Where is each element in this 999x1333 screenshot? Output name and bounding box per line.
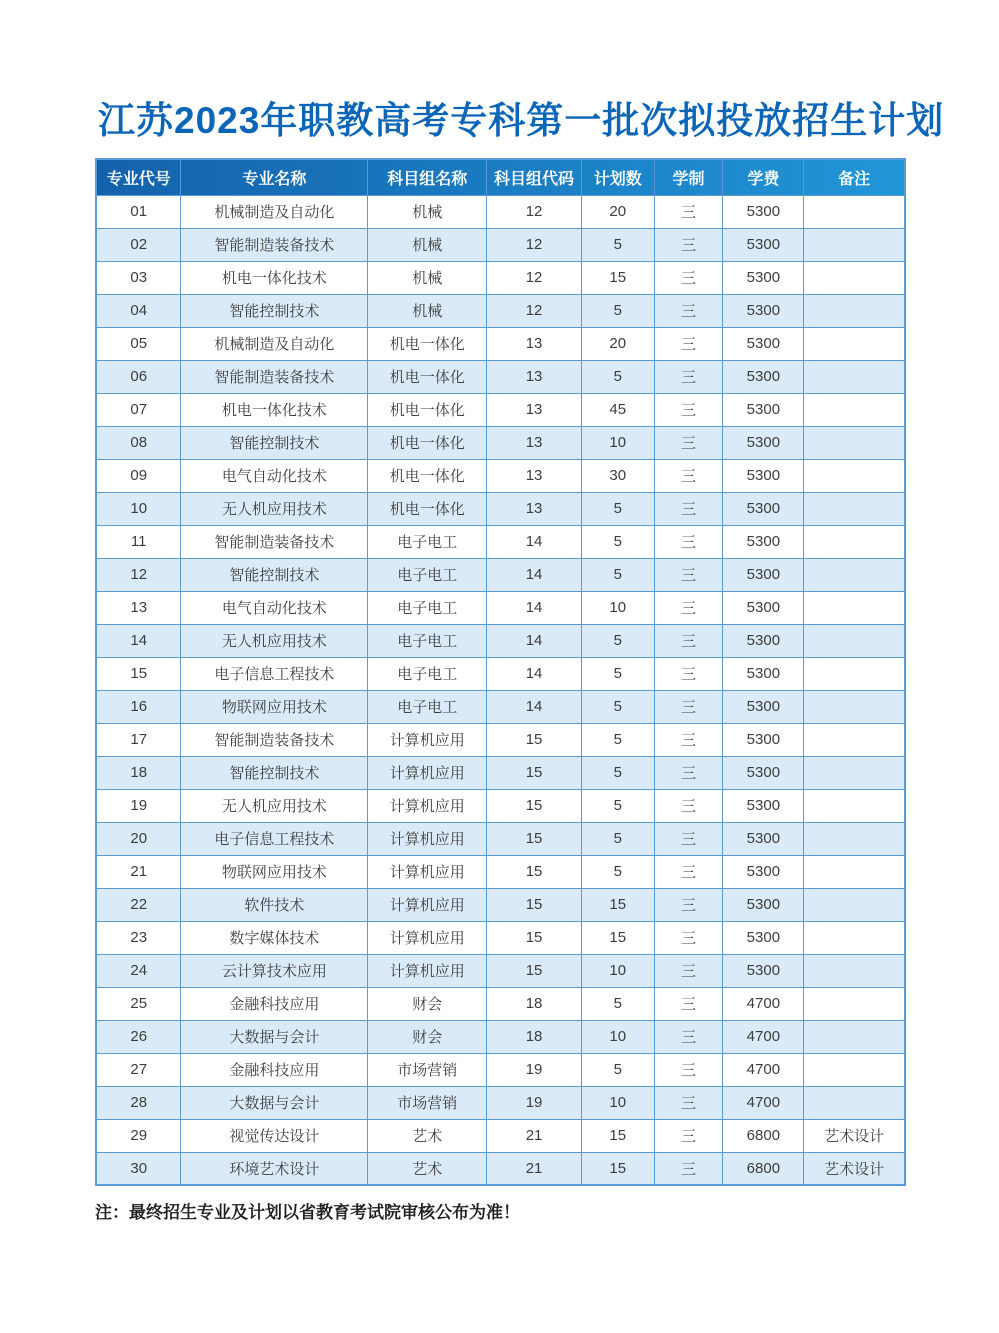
column-header: 学制 [654,159,723,195]
footnote: 注：最终招生专业及计划以省教育考试院审核公布为准！ [95,1203,520,1222]
table-row [96,756,905,789]
table-row [96,591,905,624]
table-cell: 机械制造及自动化 [181,327,368,360]
table-row [96,426,905,459]
table-cell: 机电一体化 [368,426,487,459]
table-cell: 三 [654,558,723,591]
table-cell: 机械 [368,261,487,294]
page-title: 江苏2023年职教高考专科第一批次拟投放招生计划 [98,100,945,141]
table-cell: 计算机应用 [368,756,487,789]
table-cell: 30 [581,459,654,492]
table-cell: 05 [96,327,181,360]
table-cell: 计算机应用 [368,921,487,954]
table-cell: 13 [487,492,582,525]
table-cell: 5300 [723,690,804,723]
table-cell: 5 [581,492,654,525]
table-cell [804,855,905,888]
table-cell: 08 [96,426,181,459]
table-row [96,690,905,723]
column-header: 专业代号 [96,159,181,195]
table-cell: 金融科技应用 [181,1053,368,1086]
table-cell: 三 [654,888,723,921]
table-cell: 三 [654,624,723,657]
table-cell [804,1086,905,1119]
table-row [96,261,905,294]
column-header: 专业名称 [181,159,368,195]
table-cell: 机电一体化技术 [181,261,368,294]
table-cell: 机电一体化技术 [181,393,368,426]
table-cell [804,888,905,921]
table-cell: 14 [487,624,582,657]
table-cell: 15 [487,756,582,789]
table-cell: 02 [96,228,181,261]
table-cell: 5 [581,657,654,690]
table-cell: 电气自动化技术 [181,591,368,624]
table-cell: 20 [581,195,654,228]
table-row [96,525,905,558]
table-cell: 18 [96,756,181,789]
table-cell [804,789,905,822]
table-cell: 三 [654,921,723,954]
table-cell: 15 [581,1119,654,1152]
table-row [96,195,905,228]
table-cell: 4700 [723,1086,804,1119]
table-cell [804,921,905,954]
table-cell: 物联网应用技术 [181,855,368,888]
column-header: 学费 [723,159,804,195]
table-cell: 电气自动化技术 [181,459,368,492]
table-row [96,822,905,855]
table-cell: 13 [487,360,582,393]
table-cell: 三 [654,591,723,624]
table-cell: 5 [581,756,654,789]
table-cell: 21 [487,1152,582,1185]
table-cell: 计算机应用 [368,723,487,756]
table-cell: 电子电工 [368,558,487,591]
table-cell: 5 [581,525,654,558]
table-cell: 三 [654,393,723,426]
table-cell: 三 [654,459,723,492]
table-cell: 机电一体化 [368,459,487,492]
table-cell: 19 [487,1053,582,1086]
table-cell: 15 [581,261,654,294]
table-cell: 28 [96,1086,181,1119]
table-cell [804,294,905,327]
table-cell: 艺术设计 [804,1152,905,1185]
table-cell: 5300 [723,525,804,558]
table-cell [804,558,905,591]
enrollment-plan-table [95,158,906,1186]
table-cell: 5300 [723,657,804,690]
table-cell: 5300 [723,888,804,921]
table-cell: 4700 [723,1053,804,1086]
table-cell: 三 [654,1020,723,1053]
table-cell: 5 [581,822,654,855]
table-cell: 20 [96,822,181,855]
table-cell: 5300 [723,228,804,261]
table-cell: 17 [96,723,181,756]
table-cell: 12 [487,294,582,327]
table-cell: 计算机应用 [368,954,487,987]
table-cell: 三 [654,1119,723,1152]
table-cell: 计算机应用 [368,855,487,888]
table-cell: 智能控制技术 [181,426,368,459]
table-cell: 计算机应用 [368,789,487,822]
table-cell [804,954,905,987]
table-cell: 电子电工 [368,690,487,723]
table-cell [804,525,905,558]
table-cell: 机电一体化 [368,327,487,360]
table-cell: 5 [581,558,654,591]
table-row [96,459,905,492]
table-cell: 三 [654,1053,723,1086]
table-cell: 电子电工 [368,657,487,690]
table-cell: 软件技术 [181,888,368,921]
table-cell [804,657,905,690]
table-row [96,327,905,360]
table-cell: 21 [96,855,181,888]
table-row [96,855,905,888]
table-cell: 三 [654,987,723,1020]
table-cell: 15 [581,888,654,921]
table-cell: 5300 [723,294,804,327]
table-cell: 15 [581,1152,654,1185]
table-cell: 无人机应用技术 [181,789,368,822]
table-cell: 29 [96,1119,181,1152]
table-cell: 5 [581,228,654,261]
table-cell: 三 [654,261,723,294]
table-cell [804,624,905,657]
table-cell: 5300 [723,426,804,459]
table-cell: 15 [96,657,181,690]
table-cell [804,1020,905,1053]
table-cell [804,228,905,261]
table-cell: 01 [96,195,181,228]
table-cell: 电子电工 [368,591,487,624]
table-cell: 15 [581,921,654,954]
table-cell: 艺术 [368,1152,487,1185]
table-cell: 13 [487,393,582,426]
table-cell: 12 [487,261,582,294]
table-cell: 45 [581,393,654,426]
table-cell: 5300 [723,393,804,426]
table-row [96,624,905,657]
table-cell: 电子电工 [368,624,487,657]
table-cell: 计算机应用 [368,888,487,921]
table-cell [804,261,905,294]
table-cell: 14 [96,624,181,657]
table-cell [804,822,905,855]
table-cell: 10 [581,591,654,624]
table-cell: 5300 [723,723,804,756]
table-cell: 三 [654,690,723,723]
table-cell [804,459,905,492]
table-cell: 15 [487,855,582,888]
table-cell: 三 [654,525,723,558]
table-cell: 10 [96,492,181,525]
table-cell: 27 [96,1053,181,1086]
table-cell: 三 [654,426,723,459]
table-cell: 20 [581,327,654,360]
table-cell: 5300 [723,822,804,855]
table-cell: 21 [487,1119,582,1152]
table-cell: 环境艺术设计 [181,1152,368,1185]
table-cell: 电子信息工程技术 [181,822,368,855]
table-row [96,1020,905,1053]
table-cell: 无人机应用技术 [181,492,368,525]
table-cell: 19 [96,789,181,822]
column-header: 科目组代码 [487,159,582,195]
table-row [96,987,905,1020]
table-cell: 三 [654,789,723,822]
table-cell: 30 [96,1152,181,1185]
table-cell: 大数据与会计 [181,1020,368,1053]
table-row [96,789,905,822]
table-cell [804,756,905,789]
table-row [96,294,905,327]
table-cell: 三 [654,195,723,228]
table-cell: 5 [581,789,654,822]
table-row [96,888,905,921]
table-cell: 12 [96,558,181,591]
table-row [96,558,905,591]
table-row [96,1152,905,1185]
table-cell: 5 [581,1053,654,1086]
table-cell: 机电一体化 [368,393,487,426]
table-cell [804,690,905,723]
table-cell: 三 [654,855,723,888]
table-cell: 5300 [723,360,804,393]
table-cell: 智能控制技术 [181,756,368,789]
table-cell: 三 [654,954,723,987]
table-cell: 智能制造装备技术 [181,525,368,558]
table-cell: 10 [581,426,654,459]
table-cell: 视觉传达设计 [181,1119,368,1152]
table-row [96,954,905,987]
header-row [96,159,905,195]
table-row [96,657,905,690]
table-cell: 5300 [723,756,804,789]
table-cell: 三 [654,327,723,360]
table-cell: 三 [654,822,723,855]
table-cell: 电子信息工程技术 [181,657,368,690]
table-cell: 5300 [723,954,804,987]
table-cell: 财会 [368,1020,487,1053]
table-cell [804,987,905,1020]
table-cell: 5 [581,855,654,888]
table-cell: 15 [487,789,582,822]
table-cell: 艺术设计 [804,1119,905,1152]
table-cell: 25 [96,987,181,1020]
table-cell: 16 [96,690,181,723]
table-cell: 19 [487,1086,582,1119]
table-cell: 金融科技应用 [181,987,368,1020]
table-cell: 5300 [723,624,804,657]
table-cell: 15 [487,723,582,756]
table-cell [804,360,905,393]
table-cell: 机械制造及自动化 [181,195,368,228]
table-cell [804,1053,905,1086]
table-cell: 4700 [723,1020,804,1053]
table-cell: 5300 [723,591,804,624]
table-cell: 三 [654,1086,723,1119]
table-cell: 5300 [723,558,804,591]
table-cell: 24 [96,954,181,987]
table-cell: 06 [96,360,181,393]
table-cell: 13 [487,426,582,459]
table-cell: 三 [654,492,723,525]
table-cell: 14 [487,657,582,690]
table-cell [804,591,905,624]
table-cell: 6800 [723,1152,804,1185]
table-cell: 计算机应用 [368,822,487,855]
table-cell: 5 [581,294,654,327]
table-cell: 三 [654,723,723,756]
table-cell: 大数据与会计 [181,1086,368,1119]
table-cell: 13 [96,591,181,624]
table-cell: 智能控制技术 [181,558,368,591]
table-cell: 5300 [723,261,804,294]
table-cell: 机电一体化 [368,360,487,393]
table-cell: 机电一体化 [368,492,487,525]
table-cell: 无人机应用技术 [181,624,368,657]
table-cell [804,327,905,360]
table-cell: 5300 [723,195,804,228]
table-body [96,195,905,1185]
table-cell: 5300 [723,492,804,525]
table-cell: 市场营销 [368,1053,487,1086]
column-header: 备注 [804,159,905,195]
table-row [96,360,905,393]
table-cell: 09 [96,459,181,492]
table-cell: 12 [487,195,582,228]
table-row [96,723,905,756]
table-cell: 14 [487,558,582,591]
table-row [96,393,905,426]
table-cell: 5 [581,723,654,756]
table-cell [804,723,905,756]
table-cell: 机械 [368,228,487,261]
table-cell: 10 [581,1020,654,1053]
table-cell: 4700 [723,987,804,1020]
table-row [96,1086,905,1119]
table-cell: 22 [96,888,181,921]
table-cell: 5300 [723,459,804,492]
column-header: 科目组名称 [368,159,487,195]
table-cell [804,195,905,228]
table-cell: 5 [581,624,654,657]
table-cell: 三 [654,756,723,789]
table-row [96,1119,905,1152]
table-cell: 23 [96,921,181,954]
table-cell [804,426,905,459]
table-cell: 14 [487,690,582,723]
table-cell: 三 [654,1152,723,1185]
table-header [96,159,905,195]
table-cell: 15 [487,954,582,987]
table-cell: 云计算技术应用 [181,954,368,987]
table-cell: 数字媒体技术 [181,921,368,954]
table-row [96,492,905,525]
table-row [96,921,905,954]
table-cell: 15 [487,888,582,921]
table-cell: 11 [96,525,181,558]
table-row [96,1053,905,1086]
table-cell: 5300 [723,327,804,360]
table-cell: 机械 [368,294,487,327]
table-cell: 10 [581,954,654,987]
table-cell: 18 [487,1020,582,1053]
table-cell: 5 [581,690,654,723]
table-cell: 5300 [723,921,804,954]
table-cell: 04 [96,294,181,327]
table-cell: 三 [654,294,723,327]
table-cell: 03 [96,261,181,294]
table-cell: 电子电工 [368,525,487,558]
table-cell: 14 [487,591,582,624]
table-cell: 5300 [723,789,804,822]
table-cell: 10 [581,1086,654,1119]
table-cell: 15 [487,921,582,954]
table-cell: 07 [96,393,181,426]
table-cell [804,393,905,426]
table-cell: 艺术 [368,1119,487,1152]
table-cell: 14 [487,525,582,558]
table-cell: 18 [487,987,582,1020]
table-cell: 12 [487,228,582,261]
table-cell: 5 [581,360,654,393]
table-cell: 财会 [368,987,487,1020]
table-cell: 三 [654,657,723,690]
table-cell: 机械 [368,195,487,228]
table-cell: 5 [581,987,654,1020]
column-header: 计划数 [581,159,654,195]
table-cell: 26 [96,1020,181,1053]
table-cell: 智能制造装备技术 [181,360,368,393]
table-cell: 智能制造装备技术 [181,228,368,261]
table-cell: 5300 [723,855,804,888]
table-cell: 13 [487,459,582,492]
table-cell [804,492,905,525]
table-cell: 13 [487,327,582,360]
table-cell: 6800 [723,1119,804,1152]
table-cell: 15 [487,822,582,855]
table-cell: 三 [654,228,723,261]
table-cell: 物联网应用技术 [181,690,368,723]
table-cell: 市场营销 [368,1086,487,1119]
table-cell: 智能控制技术 [181,294,368,327]
table-cell: 智能制造装备技术 [181,723,368,756]
table-cell: 三 [654,360,723,393]
table-row [96,228,905,261]
